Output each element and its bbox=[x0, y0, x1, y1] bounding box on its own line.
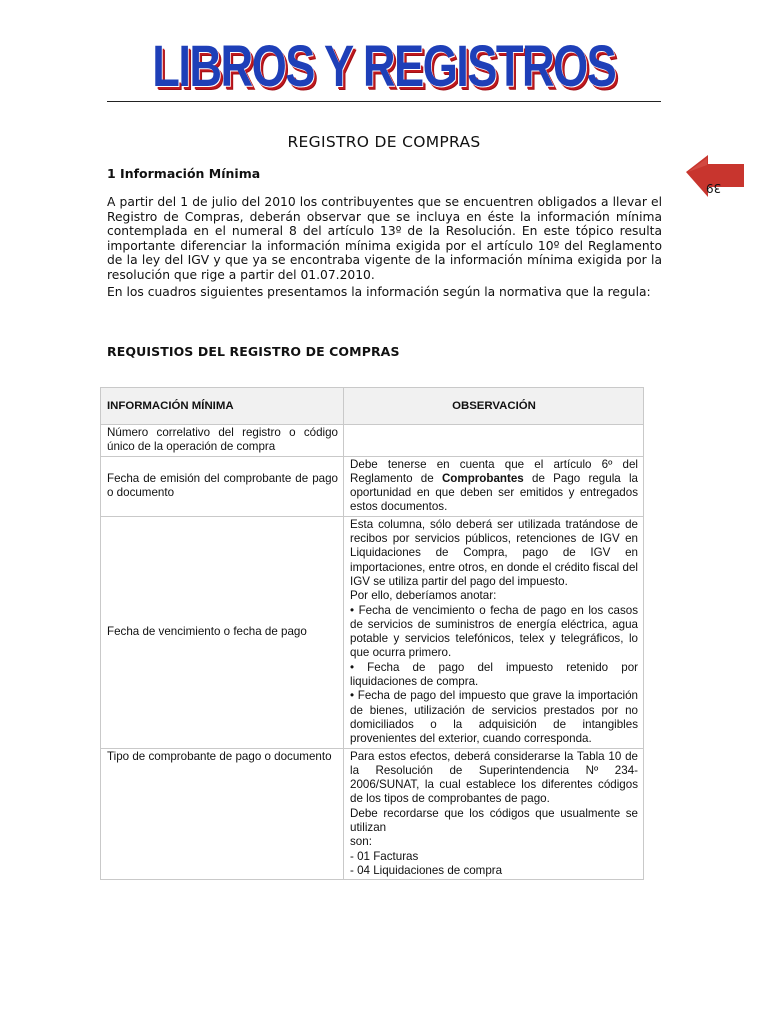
paragraph-1: A partir del 1 de julio del 2010 los contribuyentes que se encuentren obligados a llevar el Registro de Compras, deberán observar que se incluya en éste la información mínima contemplada en el numeral 8 del artículo 13º de la Resolución. En este tópico resulta importante diferenciar la información mínima exigida por el artículo 10º del Reglamento de la ley del IGV y que ya se encontraba vigente de la información mínima exigida por la resolución que rige a partir del 01.07.2010. bbox=[107, 195, 662, 282]
observation-cell bbox=[344, 748, 644, 880]
header-observation: OBSERVACIÓN bbox=[344, 388, 644, 425]
banner-title: LIBROS Y REGISTROS bbox=[152, 34, 616, 99]
observation-text-post: de Pago regula la oportunidad en que deben ser emitidos y entregados estos documentos. bbox=[350, 471, 639, 514]
paragraph-2: En los cuadros siguientes presentamos la información según la normativa que la regula: bbox=[107, 285, 651, 299]
section-title: REGISTRO DE COMPRAS bbox=[287, 133, 481, 151]
info-cell: Fecha de vencimiento o fecha de pago bbox=[101, 516, 344, 748]
observation-line: - 04 Liquidaciones de compra bbox=[350, 863, 503, 877]
observation-text-pre: Debe tenerse en cuenta que el artículo 6º del Reglamento de bbox=[350, 457, 638, 485]
observation-cell bbox=[344, 456, 644, 516]
observation-line: Por ello, deberíamos anotar: bbox=[350, 589, 497, 603]
observation-line: - 01 Facturas bbox=[350, 849, 419, 863]
observation-bullet: • Fecha de vencimiento o fecha de pago en los casos de servicios de suministros de energía eléctrica, agua potable y servicios telefónicos, telex y telegráficos, lo que ocurra primero. bbox=[350, 603, 638, 660]
table-header-row bbox=[101, 388, 644, 425]
observation-bullet: • Fecha de pago del impuesto que grave la importación de bienes, utilización de servicios prestados por no domiciliados o la adquisición de intangibles provenientes del exterior, cuando corresponda. bbox=[350, 689, 638, 746]
page-number: 39 bbox=[706, 181, 722, 195]
observation-bullet: • Fecha de pago del impuesto retenido por liquidaciones de compra. bbox=[350, 660, 638, 689]
table-row bbox=[101, 425, 644, 457]
table-row bbox=[101, 516, 644, 748]
info-cell: Número correlativo del registro o código único de la operación de compra bbox=[101, 425, 344, 457]
observation-text-bold: Comprobantes bbox=[441, 471, 524, 485]
table-row bbox=[101, 748, 644, 880]
banner bbox=[0, 34, 768, 99]
observation-cell bbox=[344, 516, 644, 748]
subsection-heading: 1 Información Mínima bbox=[107, 166, 261, 181]
info-cell: Tipo de comprobante de pago o documento bbox=[101, 748, 344, 880]
table-heading: REQUISTIOS DEL REGISTRO DE COMPRAS bbox=[107, 344, 400, 359]
header-info: INFORMACIÓN MÍNIMA bbox=[101, 388, 344, 425]
observation-line: Esta columna, sólo deberá ser utilizada tratándose de recibos por servicios públicos, retenciones de IGV en Liquidaciones de Compra, pago de IGV en importaciones, entre otros, en donde el crédito fiscal del IGV se utiliza partir del pago del impuesto. bbox=[350, 517, 638, 588]
info-cell: Fecha de emisión del comprobante de pago o documento bbox=[101, 456, 344, 516]
table-row bbox=[101, 456, 644, 516]
requirements-table bbox=[100, 387, 644, 880]
observation-cell bbox=[344, 425, 644, 457]
header-rule bbox=[107, 101, 661, 102]
observation-line: son: bbox=[350, 835, 372, 849]
observation-line: Debe recordarse que los códigos que usualmente se utilizan bbox=[350, 806, 638, 835]
observation-line: Para estos efectos, deberá considerarse la Tabla 10 de la Resolución de Superintendencia Nº 234-2006/SUNAT, la cual establece los diferentes códigos de los tipos de comprobantes de pago. bbox=[350, 749, 638, 806]
